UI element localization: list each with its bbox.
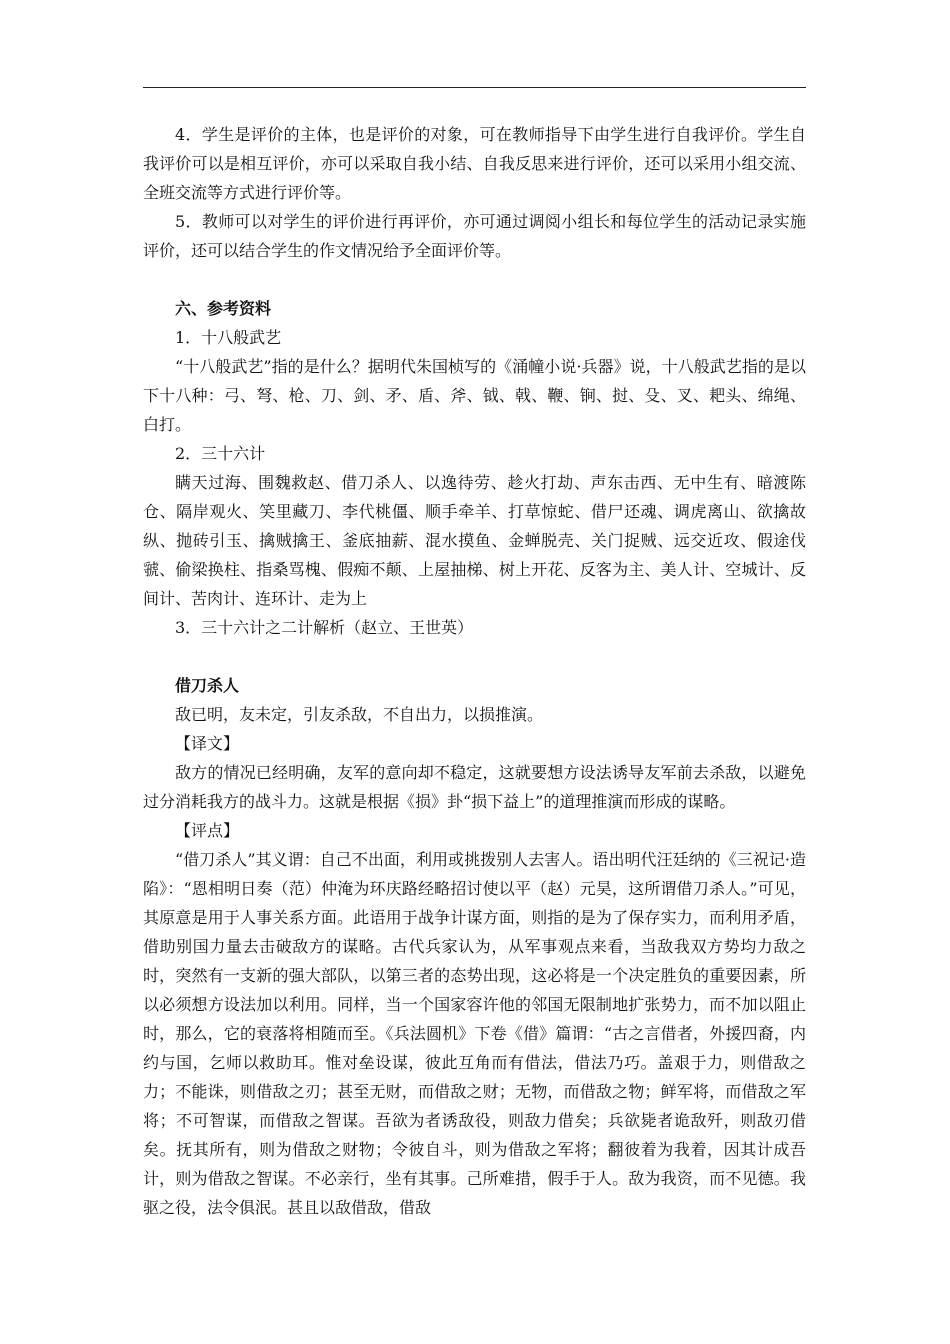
paragraph-4: 4．学生是评价的主体，也是评价的对象，可在教师指导下由学生进行自我评价。学生自我评价可以是相互评价，亦可以采取自我小结、自我反思来进行评价，还可以采用小组交流、全班交流等方式进行评价等。 bbox=[143, 125, 806, 202]
spacer bbox=[143, 265, 806, 294]
stratagem-title: 借刀杀人 bbox=[175, 676, 240, 695]
translation-label: 【译文】 bbox=[175, 734, 240, 753]
subheading-eighteen-arts: 1．十八般武艺 bbox=[175, 328, 282, 347]
paragraph-5: 5．教师可以对学生的评价进行再评价，亦可通过调阅小组长和每位学生的活动记录实施评价，还可以结合学生的作文情况给予全面评价等。 bbox=[143, 212, 806, 260]
stratagem-original-text: 敌已明，友未定，引友杀敌，不自出力，以损推演。 bbox=[175, 705, 544, 724]
header-rule bbox=[143, 87, 806, 88]
translation-paragraph: 敌方的情况已经明确，友军的意向却不稳定，这就要想方设法诱导友军前去杀敌，以避免过分消耗我方的战斗力。这就是根据《损》卦“损下益上”的道理推演而形成的谋略。 bbox=[143, 763, 806, 811]
section-heading-references: 六、参考资料 bbox=[175, 299, 272, 318]
commentary-paragraph: “借刀杀人”其义谓：自己不出面，利用或挑拨别人去害人。语出明代汪廷纳的《三祝记·造陷》：“恩相明日奏（范）仲淹为环庆路经略招讨使以平（赵）元昊，这所谓借刀杀人。”可见，其原意是用于人事关系方面。此语用于战争计谋方面，则指的是为了保存实力，而利用矛盾，借助别国力量去击破敌方的谋略。古代兵家认为，从军事观点来看，当敌我双方势均力敌之时，突然有一支新的强大部队，以第三者的态势出现，这必将是一个决定胜负的重要因素，所以必须想方设法加以利用。同样，当一个国家容许他的邻国无限制地扩张势力，而不加以阻止时，那么，它的衰落将相随而至。《兵法圆机》下卷《借》篇谓：“古之言借者，外援四裔，内约与国，乞师以救助耳。惟对垒设谋，彼此互角而有借法，借法乃巧。盖艰于力，则借敌之力；不能诛，则借敌之刃；甚至无财，而借敌之财；无物，而借敌之物；鲜军将，而借敌之军将；不可智谋，而借敌之智谋。吾欲为者诱敌役，则敌力借矣；兵欲毙者诡敌歼，则敌刃借矣。抚其所有，则为借敌之财物；令彼自斗，则为借敌之军将；翻彼着为我着，因其计成吾计，则为借敌之智谋。不必亲行，坐有其事。己所难措，假手于人。敌为我资，而不见德。我驱之役，法令俱泯。甚且以敌借敌，借敌 bbox=[143, 850, 806, 1217]
subheading-thirty-six-stratagems: 2．三十六计 bbox=[175, 444, 266, 463]
subheading-stratagem-analysis: 3．三十六计之二计解析（赵立、王世英） bbox=[175, 618, 474, 637]
paragraph-stratagem-list: 瞒天过海、围魏救赵、借刀杀人、以逸待劳、趁火打劫、声东击西、无中生有、暗渡陈仓、隔岸观火、笑里藏刀、李代桃僵、顺手牵羊、打草惊蛇、借尸还魂、调虎离山、欲擒故纵、抛砖引玉、擒贼擒王、釜底抽薪、混水摸鱼、金蝉脱壳、关门捉贼、远交近攻、假途伐虢、偷梁换柱、指桑骂槐、假痴不颠、上屋抽梯、树上开花、反客为主、美人计、空城计、反间计、苦肉计、连环计、走为上 bbox=[143, 473, 806, 608]
paragraph-eighteen-arts: “十八般武艺”指的是什么？据明代朱国桢写的《涌幢小说·兵器》说，十八般武艺指的是以下十八种：弓、弩、枪、刀、剑、矛、盾、斧、钺、戟、鞭、锏、挝、殳、叉、耙头、绵绳、白打。 bbox=[143, 357, 806, 434]
commentary-label: 【评点】 bbox=[175, 821, 240, 840]
document-body bbox=[143, 120, 806, 1222]
spacer bbox=[143, 642, 806, 671]
